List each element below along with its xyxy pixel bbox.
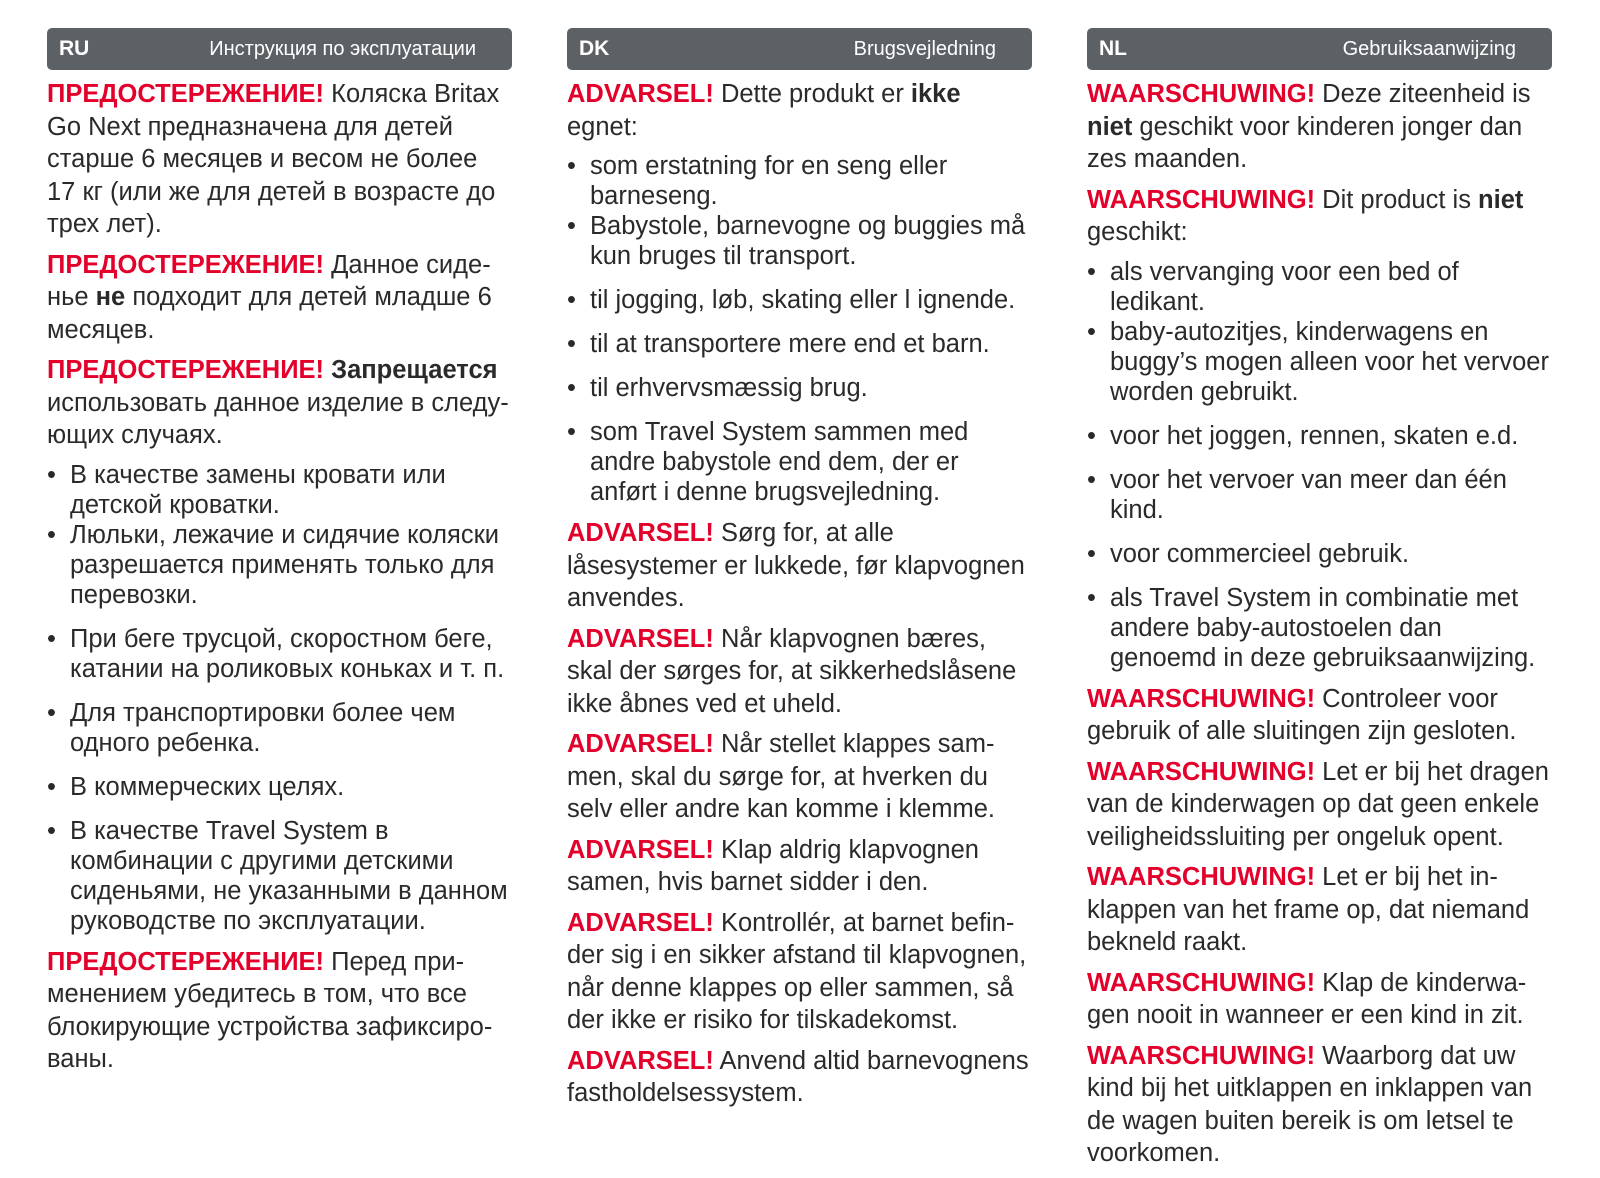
column-dk <box>567 28 1032 1118</box>
warning-paragraph <box>567 834 1032 899</box>
warning-label: ADVARSEL! <box>567 908 714 937</box>
warning-text: Dette produkt er <box>713 80 911 108</box>
warning-paragraph <box>567 78 1032 143</box>
bullet-list <box>47 460 512 936</box>
warning-label: ADVARSEL! <box>567 835 714 864</box>
warning-label: WAARSCHUWING! <box>1087 185 1316 214</box>
bullet-list <box>567 151 1032 507</box>
warning-paragraph <box>47 249 512 347</box>
warning-text: Dit product is <box>1315 185 1479 214</box>
warning-paragraph <box>47 354 512 452</box>
warning-label: ПРЕДОСТЕРЕЖЕНИЕ! <box>47 250 325 279</box>
warning-label: ПРЕДОСТЕРЕЖЕНИЕ! <box>47 947 325 976</box>
warning-paragraph <box>1087 967 1552 1032</box>
warning-paragraph <box>1087 78 1552 176</box>
warning-label: ADVARSEL! <box>567 624 714 653</box>
section-title: Инструкция по эксплуатации <box>209 37 476 60</box>
warning-label: WAARSCHUWING! <box>1087 757 1316 786</box>
language-code: RU <box>59 37 90 60</box>
emphasis-text: Запрещается <box>324 356 498 384</box>
warning-text: Let er bij het inklappen van het frame op, dat niemand bekneld raakt. <box>1087 863 1530 956</box>
emphasis-text: не <box>95 283 126 311</box>
column-ru <box>47 28 512 1084</box>
warning-text: Klap de kinderwagen nooit in wanneer er een kind in zit. <box>1087 968 1527 1029</box>
list-item: • som Travel System sammen med andre babystole end dem, der er anført i denne brugsvejledning. <box>567 417 1032 507</box>
list-item: • als vervanging voor een bed of ledikant. <box>1087 257 1552 317</box>
warning-label: ADVARSEL! <box>567 80 714 108</box>
language-code: DK <box>579 37 610 60</box>
section-title: Gebruiksaanwijzing <box>1342 37 1516 60</box>
warning-label: WAARSCHUWING! <box>1087 968 1316 997</box>
warning-text: Коляска Britax Go Next предназначена для детей старше 6 месяцев и весом не более 17 кг (или же для детей в возрасте до трех лет). <box>47 80 500 238</box>
warning-text: Sørg for, at alle låsesystemer er lukkede, før klapvognen anvendes. <box>567 519 1025 612</box>
warning-paragraph <box>1087 756 1552 854</box>
warning-label: ПРЕДОСТЕРЕЖЕНИЕ! <box>47 80 325 108</box>
list-item: • Люльки, лежачие и сидячие коляски разрешается применять только для перевозки. <box>47 520 512 610</box>
warning-text: egnet: <box>567 112 638 141</box>
warning-label: ПРЕДОСТЕРЕЖЕНИЕ! <box>47 356 325 384</box>
emphasis-text: ikke <box>910 80 961 108</box>
warning-paragraph <box>567 907 1032 1037</box>
warning-text: geschikt: <box>1087 218 1188 246</box>
section-header-dk <box>567 28 1032 70</box>
list-item: • При беге трусцой, скоростном беге, катании на роликовых коньках и т. п. <box>47 624 512 684</box>
warning-label: ADVARSEL! <box>567 519 714 547</box>
list-item: • som erstatning for en seng eller barneseng. <box>567 151 1032 211</box>
warning-label: WAARSCHUWING! <box>1087 1041 1316 1070</box>
section-title: Brugsvejledning <box>853 37 996 60</box>
section-header-nl <box>1087 28 1552 70</box>
list-item: • В коммерческих целях. <box>47 772 512 802</box>
warning-text: geschikt voor kinderen jonger dan zes maanden. <box>1087 112 1523 173</box>
warning-label: WAARSCHUWING! <box>1087 80 1316 108</box>
column-nl <box>1087 28 1552 1178</box>
warning-text: Waarborg dat uw kind bij het uitklappen en inklappen van de wagen buiten bereik is om letsel te voorkomen. <box>1087 1041 1533 1167</box>
warning-text: Перед применением убедитесь в том, что все блокирующие устройства зафиксированы. <box>47 947 493 1073</box>
list-item: • til at transportere mere end et barn. <box>567 329 1032 359</box>
warning-text: использовать данное изделие в следующих случаях. <box>47 388 509 449</box>
list-item: • Для транспортировки более чем одного ребенка. <box>47 698 512 758</box>
list-item: • als Travel System in combinatie met andere baby-autostoelen dan genoemd in deze gebruiksaanwijzing. <box>1087 583 1552 673</box>
list-item: • voor commercieel gebruik. <box>1087 539 1552 569</box>
warning-paragraph <box>1087 683 1552 748</box>
warning-label: WAARSCHUWING! <box>1087 684 1316 713</box>
warning-text: Klap aldrig klapvognen samen, hvis barnet sidder i den. <box>567 835 979 896</box>
warning-paragraph <box>567 728 1032 826</box>
warning-paragraph <box>47 946 512 1076</box>
warning-paragraph <box>1087 184 1552 249</box>
warning-paragraph <box>1087 1040 1552 1170</box>
warning-text: Anvend altid barnevognens fastholdelsessystem. <box>567 1046 1029 1107</box>
warning-paragraph <box>567 517 1032 615</box>
warning-text: Når stellet klappes sammen, skal du sørge for, at hverken du selv eller andre kan komme i klemme. <box>567 730 995 823</box>
warning-paragraph <box>1087 861 1552 959</box>
warning-text: Kontrollér, at barnet befinder sig i en sikker afstand til klapvognen, når denne klappes op eller sammen, så der ikke er risiko for tilskadekomst. <box>567 908 1027 1034</box>
list-item: • voor het vervoer van meer dan één kind. <box>1087 465 1552 525</box>
emphasis-text: niet <box>1478 185 1524 214</box>
list-item: • В качестве замены кровати или детской кроватки. <box>47 460 512 520</box>
warning-paragraph <box>567 623 1032 721</box>
section-header-ru <box>47 28 512 70</box>
warning-paragraph <box>47 78 512 241</box>
warning-label: WAARSCHUWING! <box>1087 863 1316 891</box>
warning-label: ADVARSEL! <box>567 730 714 758</box>
list-item: • til jogging, løb, skating eller l ignende. <box>567 285 1032 315</box>
bullet-list <box>1087 257 1552 673</box>
warning-text: Controleer voor gebruik of alle sluitingen zijn gesloten. <box>1087 684 1517 745</box>
warning-text: Let er bij het dragen van de kinderwagen op dat geen enkele veiligheidssluiting per ongeluk opent. <box>1087 757 1549 851</box>
warning-text: Når klapvognen bæres, skal der sørges for, at sikkerhedslåsene ikke åbnes ved et uheld. <box>567 624 1017 718</box>
emphasis-text: niet <box>1087 112 1133 141</box>
warning-text: Deze ziteenheid is <box>1315 80 1531 108</box>
language-code: NL <box>1099 37 1127 60</box>
list-item: • В качестве Travel System в комбинации с другими детскими сиденьями, не указанными в данном руководстве по эксплуатации. <box>47 816 512 936</box>
list-item: • voor het joggen, rennen, skaten e.d. <box>1087 421 1552 451</box>
list-item: • baby-autozitjes, kinderwagens en buggy’s mogen alleen voor het vervoer worden gebruikt. <box>1087 317 1552 407</box>
warning-label: ADVARSEL! <box>567 1046 714 1075</box>
list-item: • til erhvervsmæssig brug. <box>567 373 1032 403</box>
warning-text: подходит для детей младше 6 месяцев. <box>47 283 492 344</box>
list-item: • Babystole, barnevogne og buggies må kun bruges til transport. <box>567 211 1032 271</box>
warning-text: Данное сиденье <box>47 250 491 311</box>
warning-paragraph <box>567 1045 1032 1110</box>
